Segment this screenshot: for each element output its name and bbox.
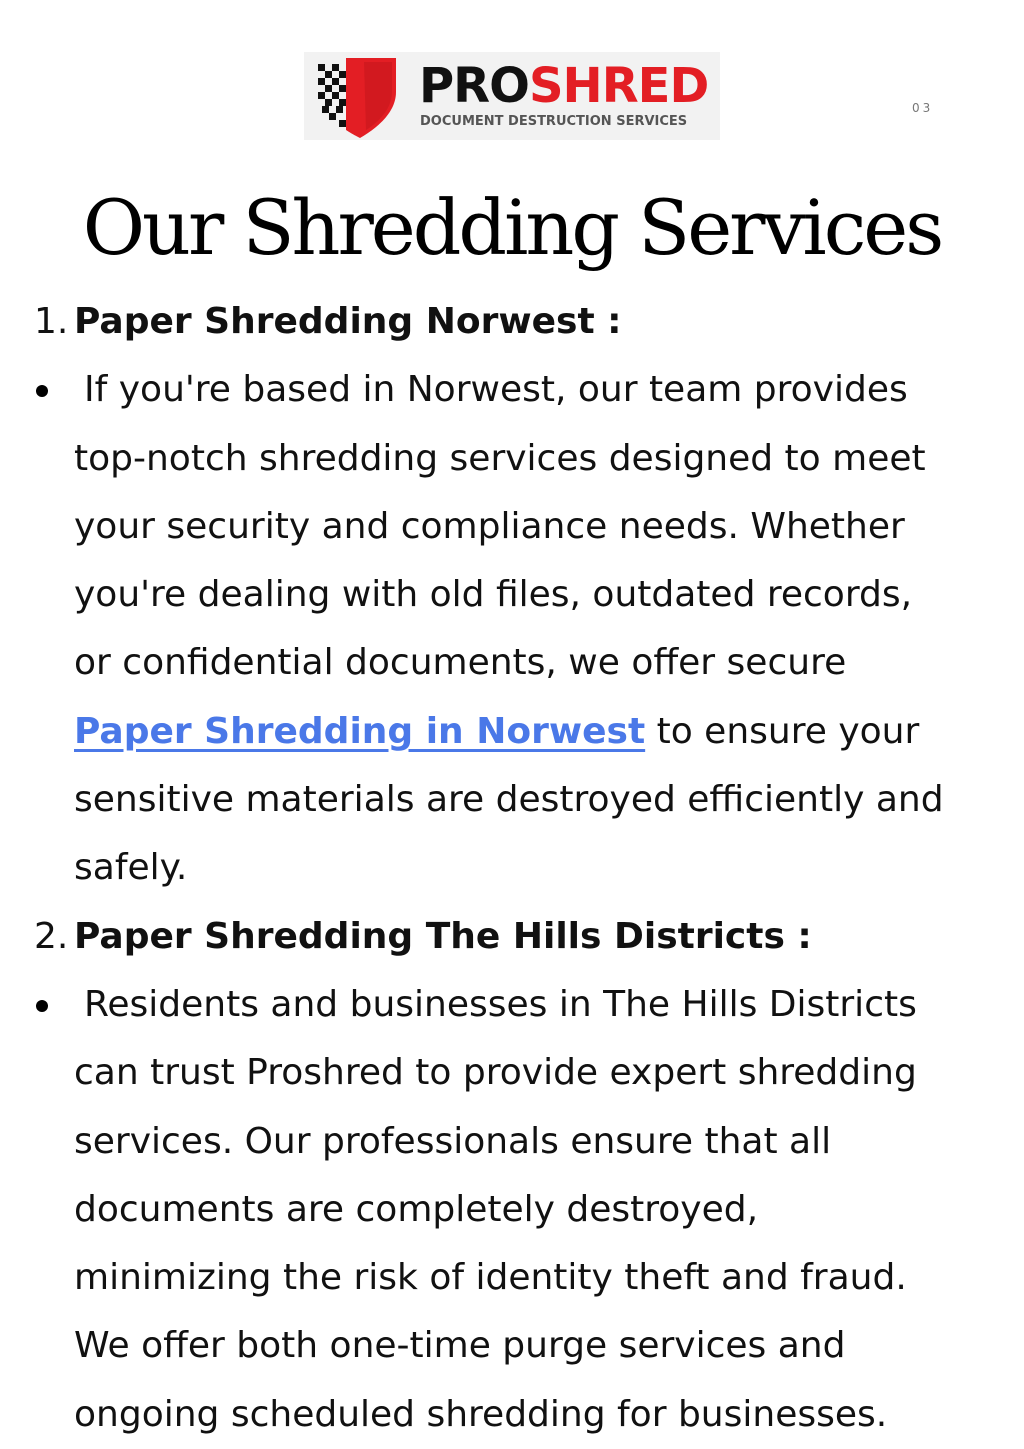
paragraph-line: Residents and businesses in The Hills Districts — [84, 983, 917, 1025]
paragraph-line: or confidential documents, we offer secure — [74, 642, 847, 684]
proshred-logo — [304, 52, 720, 140]
paragraph-line: sensitive materials are destroyed efficiently and — [74, 779, 944, 821]
section-heading-hills-districts — [0, 903, 1024, 971]
bullet-paragraph-norwest — [0, 356, 1024, 902]
logo-shred-text: SHRED — [528, 58, 709, 114]
page-number: 03 — [912, 101, 934, 115]
paragraph-line: your security and compliance needs. Whether — [74, 505, 905, 547]
page-title: Our Shredding Services — [82, 183, 942, 272]
section-heading-text: Paper Shredding Norwest : — [74, 301, 622, 342]
paragraph-line: documents are completely destroyed, — [74, 1188, 759, 1230]
logo-pro-text: PRO — [419, 58, 529, 114]
shield-icon — [304, 52, 408, 140]
paragraph-line: top-notch shredding services designed to meet — [74, 437, 926, 479]
services-list — [0, 288, 1024, 1449]
section-heading-text: Paper Shredding The Hills Districts : — [74, 915, 812, 957]
paragraph-line: minimizing the risk of identity theft and fraud. — [74, 1257, 907, 1299]
paragraph-line: safely. — [74, 847, 188, 889]
bullet-dot — [36, 385, 48, 397]
bullet-dot — [36, 1000, 48, 1012]
bullet-paragraph-hills-districts — [0, 971, 1024, 1449]
section-number: 2. — [34, 915, 69, 957]
paragraph-line: ongoing scheduled shredding for businesses. — [74, 1393, 888, 1435]
logo-wordmark — [419, 58, 708, 114]
paragraph-line — [74, 698, 1024, 766]
paper-shredding-norwest-link[interactable]: Paper Shredding in Norwest — [74, 710, 646, 752]
link-trailing-text: to ensure your — [645, 710, 920, 752]
section-heading-norwest — [0, 288, 1024, 356]
paragraph-line: you're dealing with old files, outdated records, — [74, 574, 913, 616]
paragraph-line: If you're based in Norwest, our team provides — [84, 369, 908, 411]
logo-tagline: DOCUMENT DESTRUCTION SERVICES — [420, 114, 688, 129]
paragraph-line: can trust Proshred to provide expert shredding — [74, 1052, 917, 1094]
section-number: 1. — [34, 301, 69, 342]
paragraph-line: services. Our professionals ensure that all — [74, 1120, 832, 1162]
paragraph-line: We offer both one-time purge services and — [74, 1325, 846, 1367]
